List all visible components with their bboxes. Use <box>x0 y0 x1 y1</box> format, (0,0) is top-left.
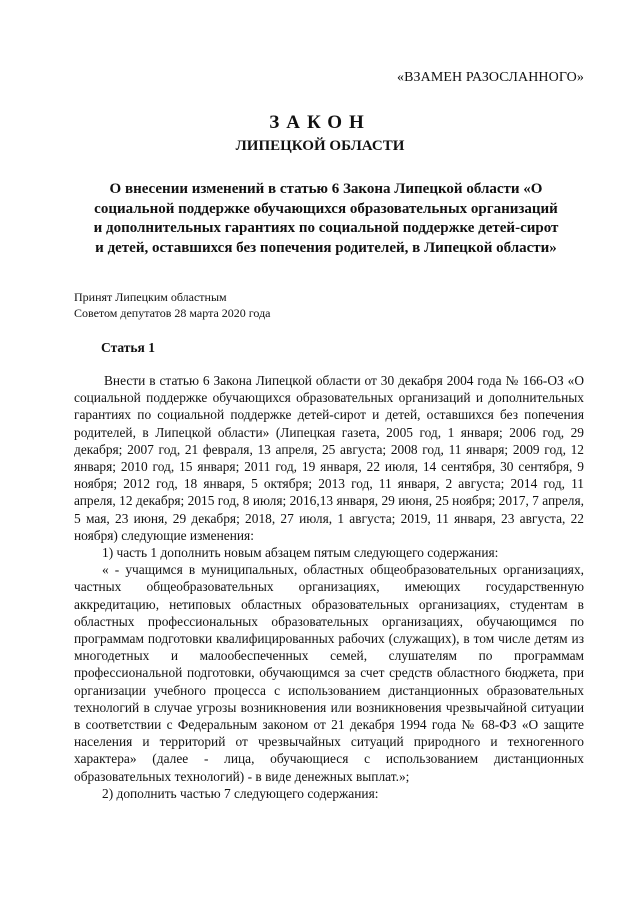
adoption-line-1: Принят Липецким областным <box>74 290 227 304</box>
amendment-item-2: 2) дополнить частью 7 следующего содержания: <box>102 785 379 801</box>
law-title: ЗАКОН <box>269 112 371 133</box>
amendment-item-1: 1) часть 1 дополнить новым абзацем пятым следующего содержания: <box>102 545 499 561</box>
intro-paragraph: Внести в статью 6 Закона Липецкой области от 30 декабря 2004 года № 166-ОЗ «О социальной поддержке обучающихся образовательных организаций и дополнительных гарантиях по социальной поддержке детей-сирот и детей, оставшихся без попечения родителей, в Липецкой области» (Липецкая газета, 2005 год, 1 января; 2006 год, 29 декабря; 2007 год, 21 февраля, 13 апреля, 25 августа; 2008 год, 11 января; 2009 год, 12 января; 2010 год, 15 января; 2011 год, 19 января, 22 июля, 14 сентября, 30 сентября, 9 ноября; 2012 год, 18 января, 5 октября; 2013 год, 11 января, 2 августа; 2014 год, 11 апреля, 12 декабря; 2015 год, 8 июля; 2016,13 января, 29 июня, 25 ноября; 2017, 7 апреля, 5 мая, 23 июня, 29 декабря; 2018, 27 июля, 1 августа; 2019, 11 января, 23 августа, 22 ноября) следующие изменения: <box>74 373 584 543</box>
quoted-paragraph: « - учащимся в муниципальных, областных общеобразовательных организациях, частных общеобразовательных организациях, имеющих государственную аккредитацию, нетиповых областных образовательных организациях, студентам в областных профессиональных образовательных организациях, обучающимся по программам подготовки квалифицированных рабочих (служащих), в том числе детям из многодетных и малообеспеченных семей, слушателям по программам профессиональной подготовки, обучающимся за счет средств областного бюджета, при организации учебного процесса с использованием дистанционных образовательных технологий в случае угрозы возникновения или возникновения чрезвычайной ситуации в соответствии с Федеральным законом от 21 декабря 1994 года № 68-ФЗ «О защите населения и территорий от чрезвычайных ситуаций природного и техногенного характера» (далее - лица, обучающиеся с использованием дистанционных образовательных технологий) - в виде денежных выплат.»; <box>74 562 584 784</box>
article-body <box>74 372 584 802</box>
adoption-note <box>74 290 271 321</box>
reissue-stamp: «ВЗАМЕН РАЗОСЛАННОГО» <box>396 70 584 85</box>
region-title: ЛИПЕЦКОЙ ОБЛАСТИ <box>235 138 405 154</box>
law-heading: О внесении изменений в статью 6 Закона Липецкой области «О социальной поддержке обучающихся образовательных организаций и дополнительных гарантиях по социальной поддержке детей-сирот и детей, оставшихся без попечения родителей, в Липецкой области» <box>93 181 559 256</box>
article-title: Статья 1 <box>101 340 155 355</box>
adoption-line-2: Советом депутатов 28 марта 2020 года <box>74 305 271 320</box>
